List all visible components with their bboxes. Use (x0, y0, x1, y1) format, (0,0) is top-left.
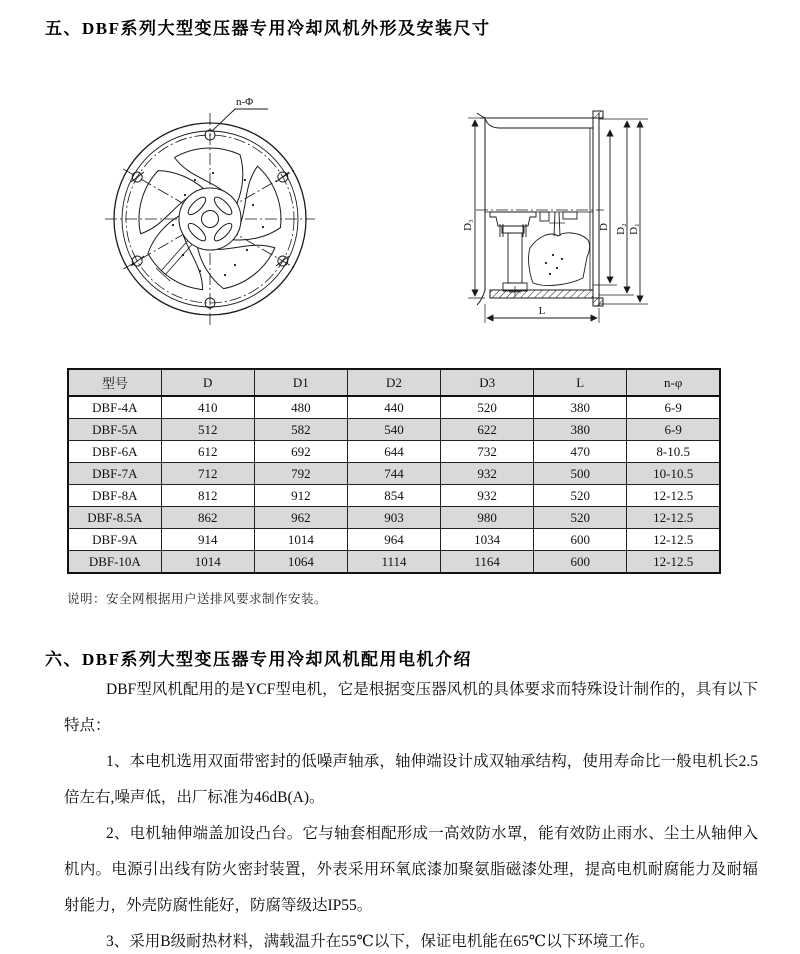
table-cell: DBF-4A (68, 396, 161, 419)
table-cell: 1034 (441, 529, 534, 551)
table-cell: 12-12.5 (627, 529, 720, 551)
table-cell: 812 (161, 485, 254, 507)
table-cell: 914 (161, 529, 254, 551)
motor-description (64, 672, 758, 954)
table-cell: 440 (347, 396, 440, 419)
support-strut (156, 237, 195, 281)
table-cell: 1164 (441, 551, 534, 574)
table-cell: 500 (534, 463, 627, 485)
table-cell: 692 (254, 441, 347, 463)
table-cell: 582 (254, 419, 347, 441)
col-header-d3: D3 (441, 369, 534, 396)
table-cell: 520 (534, 507, 627, 529)
table-cell: 520 (441, 396, 534, 419)
table-cell: 744 (347, 463, 440, 485)
fan-front-view-drawing (95, 85, 330, 340)
table-row (68, 507, 720, 529)
table-cell: 600 (534, 529, 627, 551)
blade-punch-marks (545, 254, 563, 275)
paragraph-intro: DBF型风机配用的是YCF型电机，它是根据变压器风机的具体要求而特殊设计制作的，具有以下特点： (64, 681, 758, 734)
table-cell: 912 (254, 485, 347, 507)
table-cell: 6-9 (627, 419, 720, 441)
table-cell: 8-10.5 (627, 441, 720, 463)
dimension-lines (475, 120, 640, 318)
table-cell: 932 (441, 463, 534, 485)
table-cell: 512 (161, 419, 254, 441)
table-cell: 644 (347, 441, 440, 463)
table-cell: 1014 (161, 551, 254, 574)
table-cell: 410 (161, 396, 254, 419)
fan-casing (477, 111, 603, 306)
section5-title: 五、DBF系列大型变压器专用冷却风机外形及安装尺寸 (45, 19, 491, 38)
table-cell: 792 (254, 463, 347, 485)
dim-label-d3: D₃ (462, 219, 474, 231)
table-cell: 470 (534, 441, 627, 463)
table-cell: 903 (347, 507, 440, 529)
table-cell: 1114 (347, 551, 440, 574)
dim-label-l: L (538, 305, 546, 317)
table-cell: 1014 (254, 529, 347, 551)
col-header-d: D (161, 369, 254, 396)
table-cell: DBF-8A (68, 485, 161, 507)
table-cell: 712 (161, 463, 254, 485)
table-cell: 1064 (254, 551, 347, 574)
table-cell: DBF-8.5A (68, 507, 161, 529)
col-header-d1: D1 (254, 369, 347, 396)
table-cell: 12-12.5 (627, 507, 720, 529)
table-cell: 12-12.5 (627, 551, 720, 574)
table-cell: 962 (254, 507, 347, 529)
table-cell: DBF-10A (68, 551, 161, 574)
table-cell: 932 (441, 485, 534, 507)
dim-label-d: D (598, 223, 610, 231)
paragraph-feature-2: 2、电机轴伸端盖加设凸台。它与轴套相配形成一高效防水罩，能有效防止雨水、尘土从轴伸入机内。电源引出线有防火密封装置，外表采用环氧底漆加聚氨脂磁漆处理，提高电机耐腐能力及耐辐射能力，外壳防腐性能好，防腐等级达IP55。 (64, 825, 758, 914)
table-row (68, 419, 720, 441)
motor-assembly (485, 212, 593, 297)
table-row (68, 396, 720, 419)
table-cell: 964 (347, 529, 440, 551)
table-cell: 12-12.5 (627, 485, 720, 507)
paragraph-feature-1: 1、本电机选用双面带密封的低噪声轴承，轴伸端设计成双轴承结构，使用寿命比一般电机长2.5倍左右,噪声低，出厂标准为46dB(A)。 (64, 753, 758, 806)
table-cell: 980 (441, 507, 534, 529)
table-cell: 6-9 (627, 396, 720, 419)
table-cell: 854 (347, 485, 440, 507)
table-row (68, 551, 720, 574)
section6-title: 六、DBF系列大型变压器专用冷却风机配用电机介绍 (45, 650, 472, 669)
col-header-d2: D2 (347, 369, 440, 396)
table-cell: DBF-6A (68, 441, 161, 463)
table-cell: DBF-7A (68, 463, 161, 485)
table-cell: 600 (534, 551, 627, 574)
table-cell: DBF-5A (68, 419, 161, 441)
table-cell: DBF-9A (68, 529, 161, 551)
spec-table-body (68, 396, 720, 573)
fan-hub (179, 188, 241, 250)
bolt-dim-label: n-Φ (236, 96, 254, 108)
dim-label-d1: D₁ (628, 223, 640, 235)
table-row (68, 529, 720, 551)
table-cell: 732 (441, 441, 534, 463)
fan-blade-section (529, 212, 590, 285)
paragraph-feature-3: 3、采用B级耐热材料，满载温升在55℃以下，保证电机能在65℃以下环境工作。 (106, 933, 655, 950)
table-row (68, 485, 720, 507)
table-cell: 540 (347, 419, 440, 441)
table-cell: 10-10.5 (627, 463, 720, 485)
table-cell: 480 (254, 396, 347, 419)
fan-side-view-drawing (450, 85, 665, 330)
dimension-table (67, 368, 721, 574)
dimension-table-header (68, 369, 720, 396)
col-header-nphi: n-φ (627, 369, 720, 396)
table-cell: 612 (161, 441, 254, 463)
table-cell: 862 (161, 507, 254, 529)
table-row (68, 441, 720, 463)
table-cell: 520 (534, 485, 627, 507)
dim-label-d2: D₂ (615, 223, 627, 235)
table-cell: 622 (441, 419, 534, 441)
col-header-model: 型号 (68, 369, 161, 396)
table-cell: 380 (534, 396, 627, 419)
table-note: 说明：安全网根据用户送排风要求制作安装。 (67, 592, 328, 606)
col-header-l: L (534, 369, 627, 396)
table-cell: 380 (534, 419, 627, 441)
table-row (68, 463, 720, 485)
